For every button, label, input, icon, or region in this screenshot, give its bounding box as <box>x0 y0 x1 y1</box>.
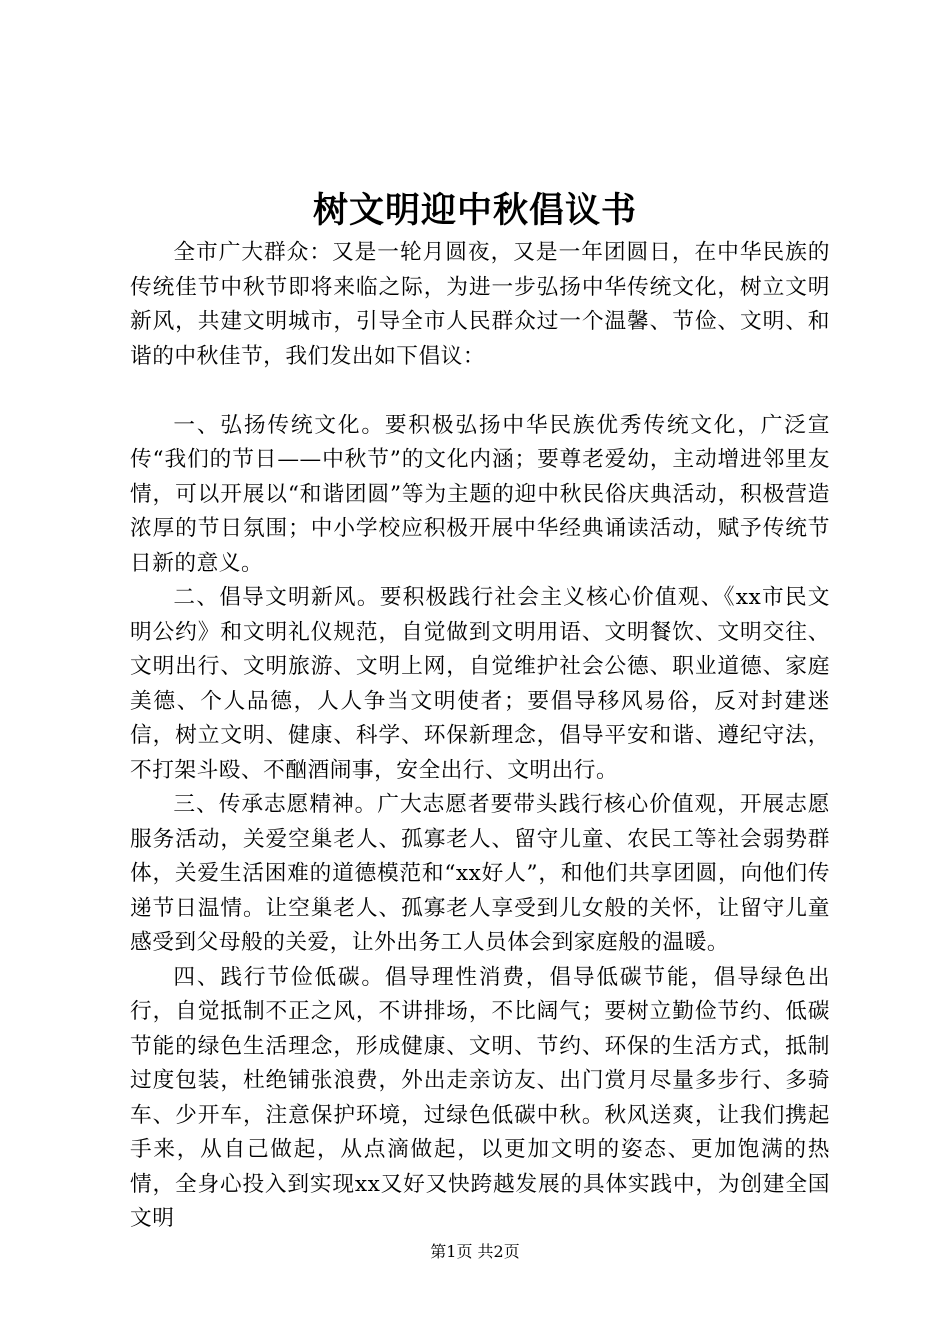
paragraph-2: 二、倡导文明新风。要积极践行社会主义核心价值观、《xx市民文明公约》和文明礼仪规范，自觉做到文明用语、文明餐饮、文明交往、文明出行、文明旅游、文明上网，自觉维护社会公德、职业道德、家庭美德、个人品德，人人争当文明使者；要倡导移风易俗，反对封建迷信，树立文明、健康、科学、环保新理念，倡导平安和谐、遵纪守法，不打架斗殴、不酗酒闹事，安全出行、文明出行。 <box>130 585 830 783</box>
paragraph-1: 一、弘扬传统文化。要积极弘扬中华民族优秀传统文化，广泛宣传“我们的节日——中秋节”的文化内涵；要尊老爱幼，主动增进邻里友情，可以开展以“和谐团圆”等为主题的迎中秋民俗庆典活动，积极营造浓厚的节日氛围；中小学校应积极开展中华经典诵读活动，赋予传统节日新的意义。 <box>130 412 830 576</box>
document-body <box>130 236 830 1237</box>
paragraph-3: 三、传承志愿精神。广大志愿者要带头践行核心价值观，开展志愿服务活动，关爱空巢老人、孤寡老人、留守儿童、农民工等社会弱势群体，关爱生活困难的道德模范和“xx好人”，和他们共享团圆，向他们传递节日温情。让空巢老人、孤寡老人享受到儿女般的关怀，让留守儿童感受到父母般的关爱，让外出务工人员体会到家庭般的温暖。 <box>130 792 830 955</box>
page-indicator: 第1页 共2页 <box>430 1242 520 1261</box>
paragraph-4: 四、践行节俭低碳。倡导理性消费，倡导低碳节能，倡导绿色出行，自觉抵制不正之风，不讲排场，不比阔气；要树立勤俭节约、低碳节能的绿色生活理念，形成健康、文明、节约、环保的生活方式，抵制过度包装，杜绝铺张浪费，外出走亲访友、出门赏月尽量多步行、多骑车、少开车，注意保护环境，过绿色低碳中秋。秋风送爽，让我们携起手来，从自己做起，从点滴做起，以更加文明的姿态、更加饱满的热情，全身心投入到实现xx又好又快跨越发展的具体实践中，为创建全国文明 <box>130 964 830 1231</box>
document-title: 树文明迎中秋倡议书 <box>312 190 637 231</box>
intro-paragraph: 全市广大群众：又是一轮月圆夜，又是一年团圆日，在中华民族的传统佳节中秋节即将来临之际，为进一步弘扬中华传统文化，树立文明新风，共建文明城市，引导全市人民群众过一个温馨、节俭、文明、和谐的中秋佳节，我们发出如下倡议： <box>130 240 830 369</box>
